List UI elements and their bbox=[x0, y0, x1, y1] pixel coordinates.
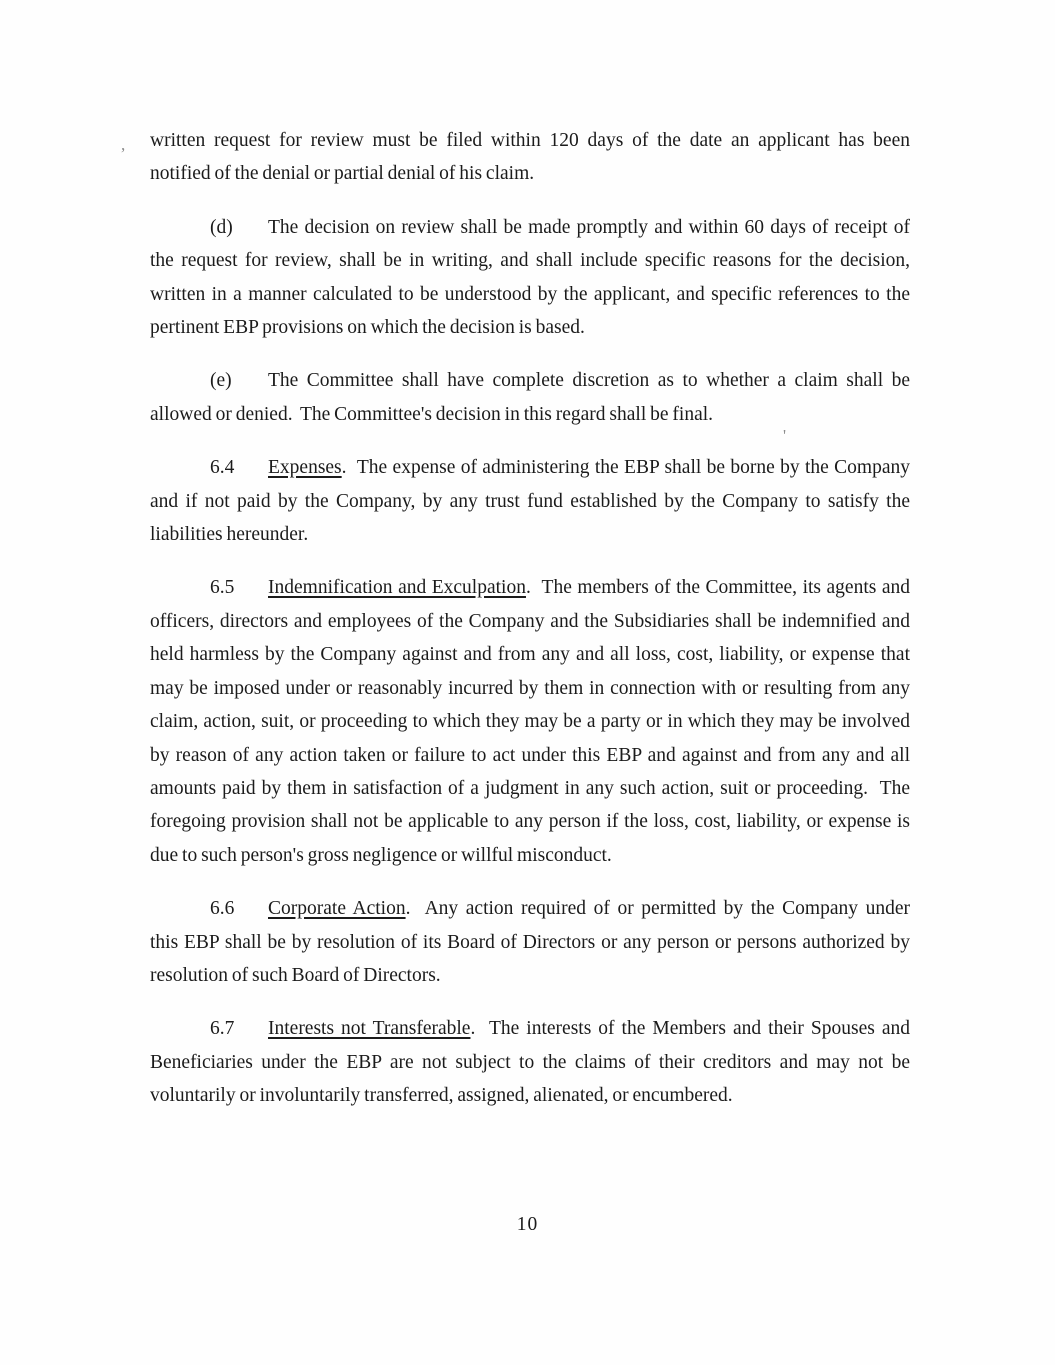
document-body bbox=[150, 124, 910, 1133]
text-line: Beneficiaries under the EBP are not subject to the claims of their creditors and may not be bbox=[150, 1051, 910, 1073]
text-line: 6.7 Interests not Transferable. The interests of the Members and their Spouses and bbox=[150, 1012, 910, 1045]
text-line: written request for review must be filed within 120 days of the date an applicant has been bbox=[150, 130, 910, 151]
text-line: and if not paid by the Company, by any trust fund established by the Company to satisfy the bbox=[150, 490, 910, 512]
page-number: 10 bbox=[516, 1214, 539, 1235]
paragraph bbox=[150, 892, 910, 992]
paragraph bbox=[150, 211, 910, 345]
section-marker: 6.7 bbox=[210, 1018, 235, 1040]
section-marker: (e) bbox=[210, 370, 232, 392]
paragraph bbox=[150, 1012, 910, 1112]
text-line: 6.5 Indemnification and Exculpation. The members of the Committee, its agents and bbox=[150, 571, 910, 604]
text-line: pertinent EBP provisions on which the decision is based. bbox=[150, 317, 585, 339]
text-line: notified of the denial or partial denial of his claim. bbox=[150, 163, 535, 185]
text-line: held harmless by the Company against and from any and all loss, cost, liability, or expense that bbox=[150, 644, 910, 666]
text-line: by reason of any action taken or failure to act under this EBP and against and from any and all bbox=[150, 744, 910, 766]
scan-artifact-mark: , bbox=[121, 135, 126, 154]
section-heading: Expenses bbox=[268, 457, 342, 479]
text-line: allowed or denied. The Committee's decision in this regard shall be final. bbox=[150, 403, 714, 425]
text-line: 6.6 Corporate Action. Any action required of or permitted by the Company under bbox=[150, 892, 910, 925]
text-line: voluntarily or involuntarily transferred, assigned, alienated, or encumbered. bbox=[150, 1085, 733, 1107]
paragraph bbox=[150, 364, 910, 431]
text-line: may be imposed under or reasonably incurred by them in connection with or resulting from any bbox=[150, 677, 910, 699]
text-line: 6.4 Expenses. The expense of administering the EBP shall be borne by the Company bbox=[150, 451, 910, 484]
text-line: claim, action, suit, or proceeding to which they may be a party or in which they may be involved bbox=[150, 711, 910, 733]
paragraph bbox=[150, 124, 910, 191]
scan-artifact-mark: ' bbox=[783, 426, 787, 445]
section-marker: 6.5 bbox=[210, 577, 235, 599]
paragraph bbox=[150, 571, 910, 872]
section-marker: 6.6 bbox=[210, 898, 235, 920]
section-heading: Corporate Action bbox=[268, 898, 406, 920]
paragraph bbox=[150, 451, 910, 551]
text-line: written in a manner calculated to be understood by the applicant, and specific references to the bbox=[150, 283, 910, 305]
text-line: (e) The Committee shall have complete discretion as to whether a claim shall be bbox=[150, 364, 910, 397]
text-line: resolution of such Board of Directors. bbox=[150, 964, 441, 986]
text-line: amounts paid by them in satisfaction of a judgment in any such action, suit or proceeding. The bbox=[150, 777, 910, 799]
text-line: foregoing provision shall not be applicable to any person if the loss, cost, liability, or expense is bbox=[150, 811, 910, 833]
text-line: due to such person's gross negligence or willful misconduct. bbox=[150, 844, 612, 866]
text-line: liabilities hereunder. bbox=[150, 524, 309, 546]
section-heading: Indemnification and Exculpation bbox=[268, 577, 526, 599]
text-line: officers, directors and employees of the Company and the Subsidiaries shall be indemnified and bbox=[150, 610, 910, 632]
text-line: this EBP shall be by resolution of its Board of Directors or any person or persons authorized by bbox=[150, 931, 910, 953]
text-line: (d) The decision on review shall be made promptly and within 60 days of receipt of bbox=[150, 211, 910, 244]
section-heading: Interests not Transferable bbox=[268, 1018, 471, 1040]
section-marker: 6.4 bbox=[210, 457, 235, 479]
section-marker: (d) bbox=[210, 216, 233, 238]
text-line: the request for review, shall be in writing, and shall include specific reasons for the decision, bbox=[150, 250, 910, 272]
